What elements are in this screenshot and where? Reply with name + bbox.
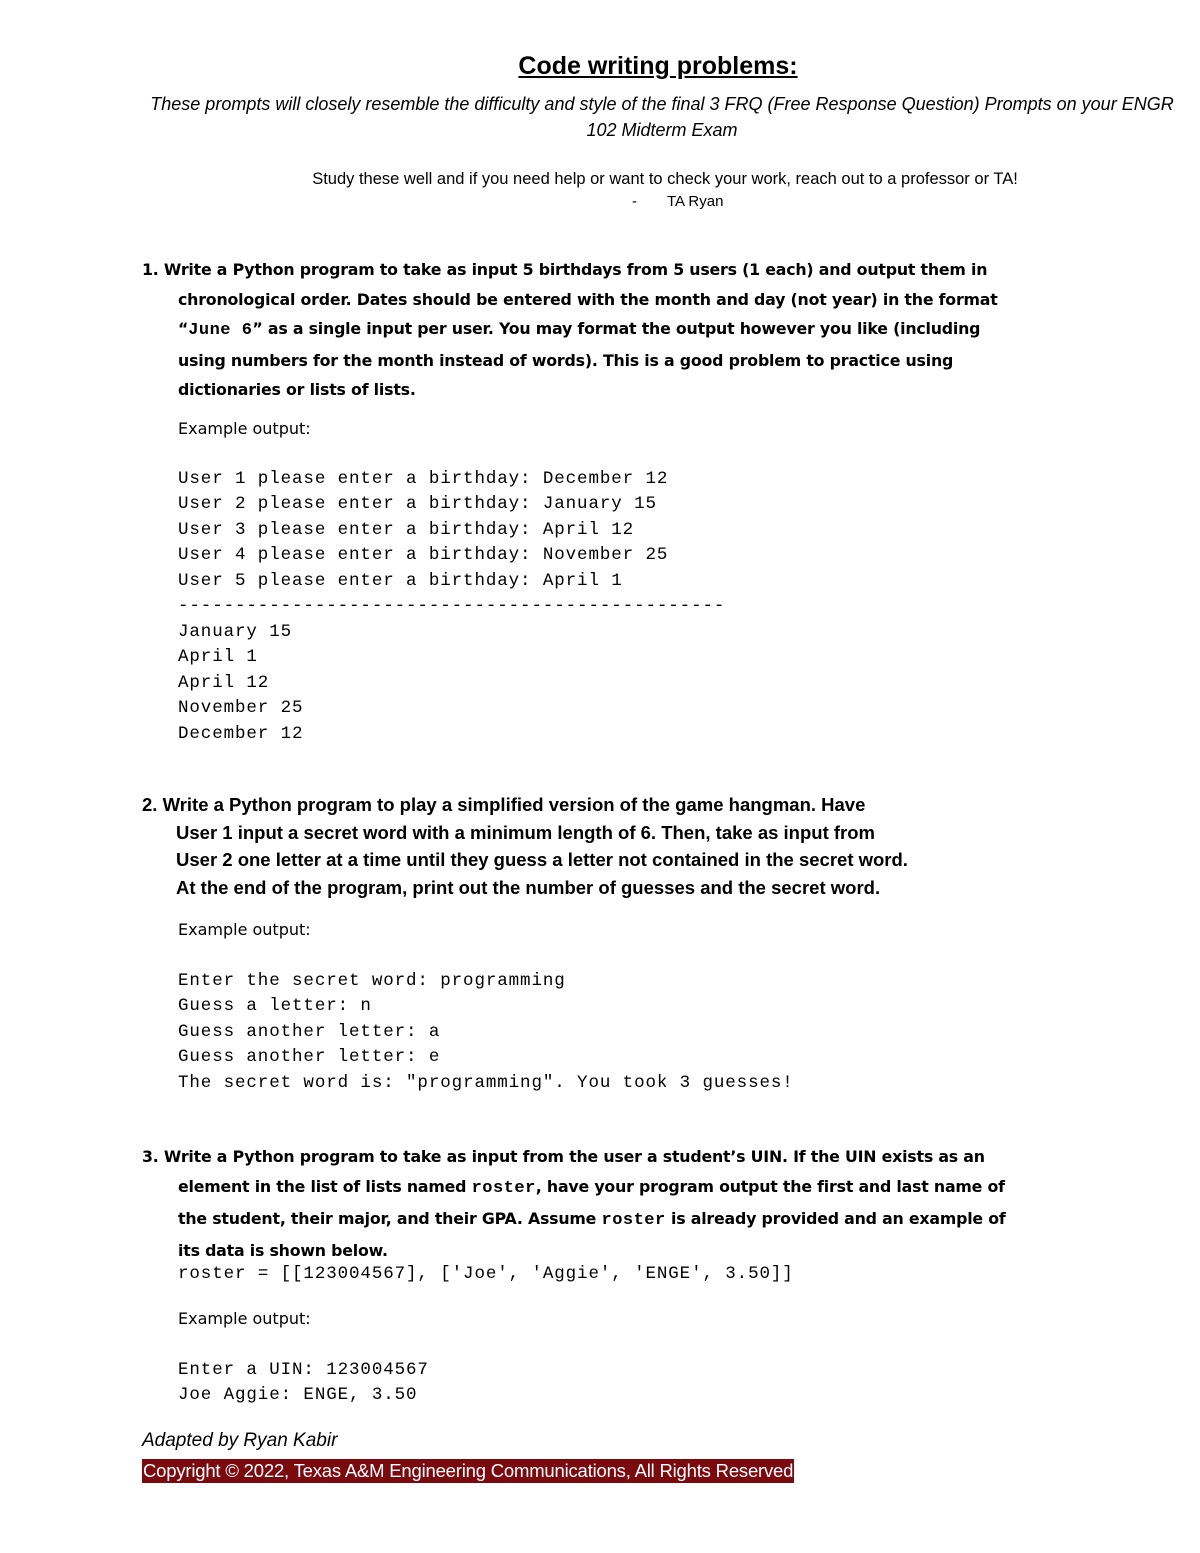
code-line: ------------------------------------------------ xyxy=(178,596,726,616)
question-3-line xyxy=(142,1204,1062,1236)
code-line: User 5 please enter a birthday: April 1 xyxy=(178,570,623,591)
inline-code-roster: roster xyxy=(471,1179,536,1198)
code-line: December 12 xyxy=(178,723,304,744)
code-line: November 25 xyxy=(178,698,304,718)
signature-name: TA Ryan xyxy=(667,193,724,210)
adapted-by: Adapted by Ryan Kabir xyxy=(142,1430,338,1451)
question-3-line: 3. Write a Python program to take as input from the user a student’s UIN. If the UIN exists as an xyxy=(142,1147,985,1166)
question-3-example-output xyxy=(178,1332,429,1434)
question-2-line: At the end of the program, print out the number of guesses and the secret word. xyxy=(176,876,881,898)
question-3-example-label: Example output: xyxy=(178,1309,311,1328)
question-2-example-label: Example output: xyxy=(178,920,311,939)
question-1-example-label: Example output: xyxy=(178,419,311,438)
code-line: Enter a UIN: 123004567 xyxy=(178,1359,429,1380)
code-line: Joe Aggie: ENGE, 3.50 xyxy=(178,1385,418,1405)
question-2-prompt xyxy=(142,791,1072,901)
code-line: The secret word is: "programming". You took 3 guesses! xyxy=(178,1072,794,1093)
inline-code-date: June 6 xyxy=(188,321,253,340)
code-line: January 15 xyxy=(178,621,293,642)
code-line: April 1 xyxy=(178,647,258,667)
page-title: Code writing problems: xyxy=(518,52,798,80)
code-line: Guess a letter: n xyxy=(178,996,372,1016)
question-3-text: , have your program output the first and last name of xyxy=(535,1177,1005,1196)
question-1-prompt xyxy=(142,255,1042,405)
code-line: April 12 xyxy=(178,672,270,693)
question-1-line: using numbers for the month instead of words). This is a good problem to practice using xyxy=(178,350,954,370)
code-line: Guess another letter: e xyxy=(178,1047,441,1067)
question-3-line: its data is shown below. xyxy=(178,1241,388,1260)
question-1-line xyxy=(142,314,1042,346)
question-2-line: 2. Write a Python program to play a simplified version of the game hangman. Have xyxy=(142,794,866,815)
signature-dash: - xyxy=(632,193,637,210)
question-1-line: dictionaries or lists of lists. xyxy=(178,380,416,399)
question-3-prompt xyxy=(142,1142,1062,1266)
question-2-line: User 1 input a secret word with a minimum length of 6. Then, take as input from xyxy=(176,821,875,843)
page-subtitle: These prompts will closely resemble the difficulty and style of the final 3 FRQ (Free Response Question) Prompts on your ENGR 102 Midterm Exam xyxy=(150,94,1174,140)
copyright-banner: Copyright © 2022, Texas A&M Engineering Communications, All Rights Reserved xyxy=(143,1460,794,1481)
code-line: Enter the secret word: programming xyxy=(178,970,566,991)
study-note: Study these well and if you need help or want to check your work, reach out to a professor or TA! xyxy=(312,170,1018,188)
code-line: User 3 please enter a birthday: April 12 xyxy=(178,519,635,540)
roster-definition: roster = [[123004567], ['Joe', 'Aggie', 'ENGE', 3.50]] xyxy=(178,1264,794,1284)
question-2-example-output xyxy=(178,943,794,1122)
code-line: Guess another letter: a xyxy=(178,1021,441,1042)
code-line: User 4 please enter a birthday: November 25 xyxy=(178,545,669,565)
code-line: User 2 please enter a birthday: January 15 xyxy=(178,494,657,514)
question-3-text: is already provided and an example of xyxy=(665,1209,1006,1228)
question-1-line: chronological order. Dates should be entered with the month and day (not year) in the format xyxy=(178,289,998,309)
question-3-text: element in the list of lists named xyxy=(178,1177,472,1196)
question-2-line: User 2 one letter at a time until they guess a letter not contained in the secret word. xyxy=(176,849,908,870)
code-line: User 1 please enter a birthday: December 12 xyxy=(178,468,669,489)
question-1-example-output xyxy=(178,441,725,773)
question-3-text: the student, their major, and their GPA. Assume xyxy=(178,1209,602,1228)
question-1-line: 1. Write a Python program to take as input 5 birthdays from 5 users (1 each) and output them in xyxy=(142,260,988,279)
inline-code-roster: roster xyxy=(601,1211,666,1230)
question-1-text: ” as a single input per user. You may format the output however you like (including xyxy=(252,319,981,338)
question-3-line xyxy=(142,1172,1062,1204)
open-quote: “ xyxy=(178,319,189,338)
